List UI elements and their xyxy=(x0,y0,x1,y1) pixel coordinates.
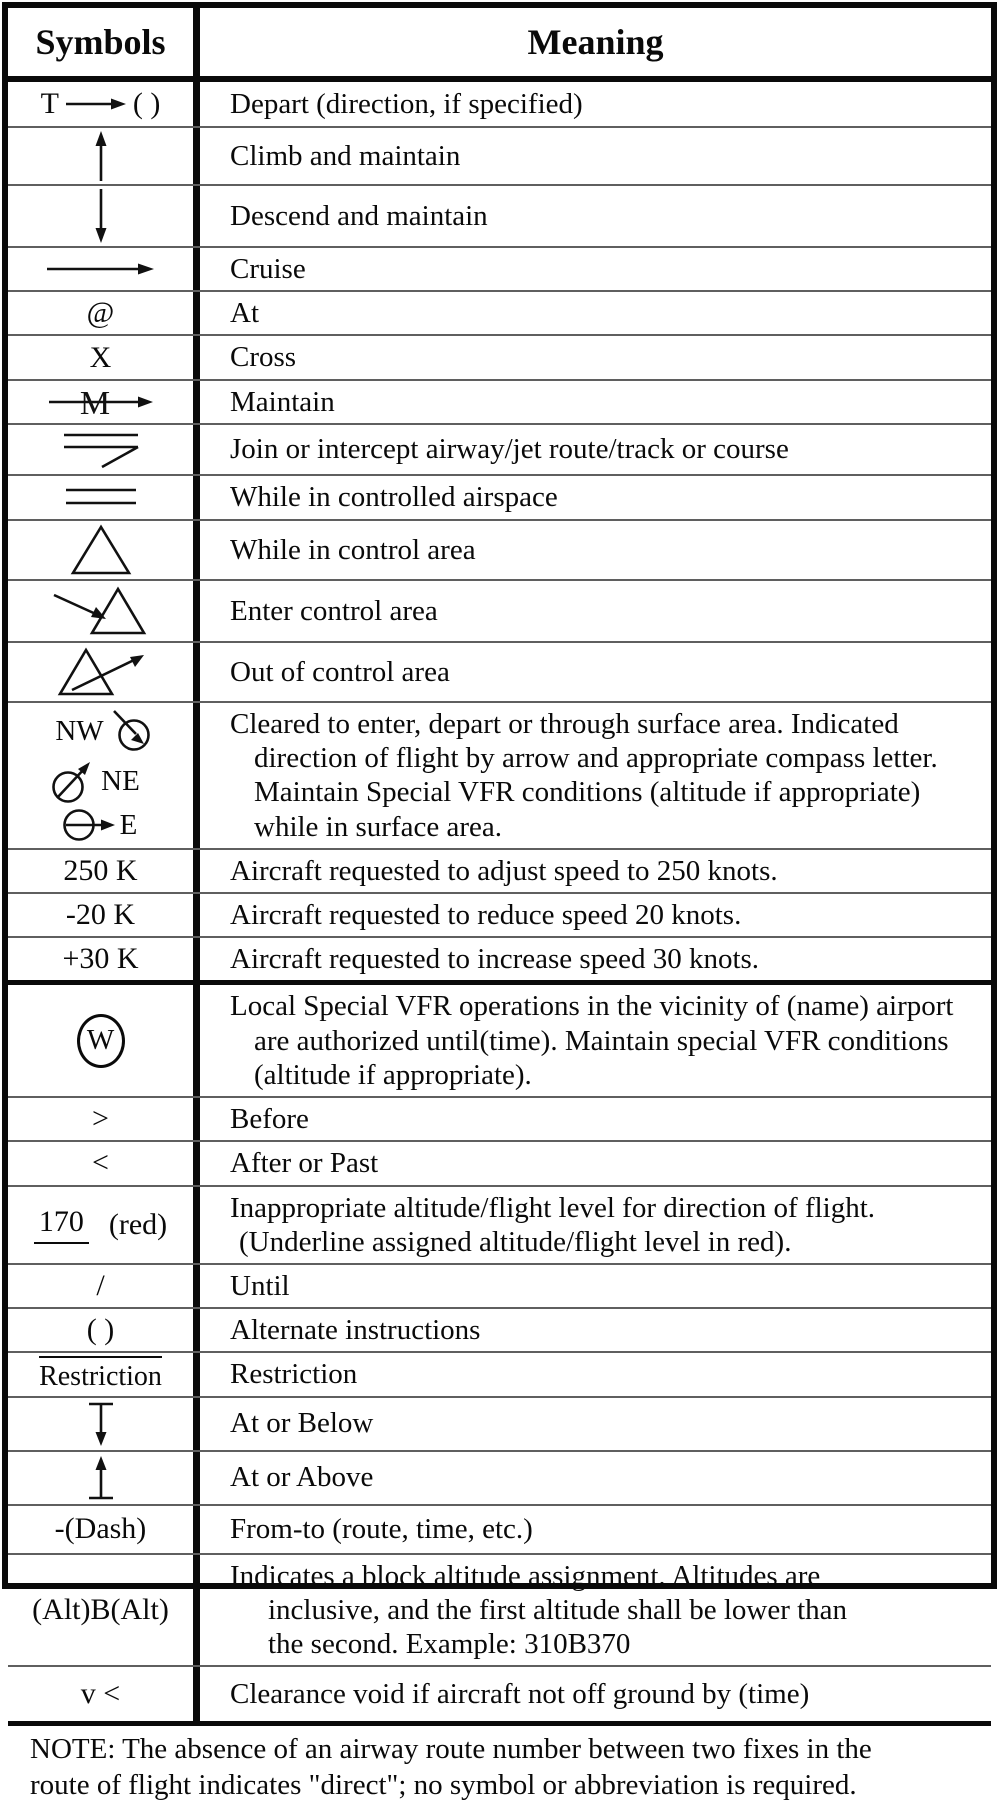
table-row-cross xyxy=(8,336,991,380)
altitude-value: 170 xyxy=(34,1205,89,1244)
meaning-text: Depart (direction, if specified) xyxy=(230,87,583,120)
symbols-meaning-table xyxy=(2,2,997,1801)
symbol-cell xyxy=(8,581,200,641)
table-row-alternate-instructions xyxy=(8,1309,991,1353)
speed-reduce-symbol: -20 K xyxy=(8,894,200,936)
table-row-join-intercept xyxy=(8,425,991,476)
meaning-line: are authorized until(time). Maintain special VFR conditions xyxy=(254,1024,949,1057)
table-row-at-or-above xyxy=(8,1452,991,1506)
table-row-cruise xyxy=(8,248,991,292)
meaning-text: Alternate instructions xyxy=(230,1314,481,1347)
meaning-cell xyxy=(200,1398,991,1450)
table-row-clearance-void xyxy=(8,1667,991,1726)
meaning-text: From-to (route, time, etc.) xyxy=(230,1512,533,1545)
dash-symbol: -(Dash) xyxy=(8,1506,200,1553)
meaning-text: Aircraft requested to increase speed 30 knots. xyxy=(230,943,760,976)
table-row-after-or-past xyxy=(8,1142,991,1186)
note-line: route of flight indicates "direct"; no symbol or abbreviation is required. xyxy=(30,1768,857,1801)
symbol-cell xyxy=(8,1353,200,1395)
at-or-below-icon xyxy=(82,1400,120,1448)
meaning-cell xyxy=(200,1667,991,1721)
meaning-text: Cross xyxy=(230,341,297,374)
meaning-text: Cruise xyxy=(230,253,306,285)
maintain-arrow-icon xyxy=(47,384,155,420)
meaning-text: At or Below xyxy=(230,1407,374,1440)
meaning-line: Cleared to enter, depart or through surface area. Indicated xyxy=(230,707,899,740)
meaning-cell xyxy=(200,292,991,334)
symbol-cell xyxy=(8,521,200,579)
compass-e xyxy=(60,806,138,844)
alternate-symbol: ( ) xyxy=(8,1309,200,1351)
table-row-maintain xyxy=(8,381,991,425)
symbol-cell xyxy=(8,1187,200,1263)
table-row-inappropriate-altitude xyxy=(8,1187,991,1265)
compass-nw xyxy=(55,706,155,756)
maintain-letter: M xyxy=(79,384,110,422)
meaning-text: After or Past xyxy=(230,1147,379,1180)
table-row-until xyxy=(8,1265,991,1309)
cruise-arrow-icon xyxy=(46,260,156,278)
meaning-line: (Underline assigned altitude/flight level in red). xyxy=(239,1225,792,1258)
symbol-cell xyxy=(8,381,200,423)
descend-down-arrow-icon xyxy=(90,188,112,244)
table-row-block-altitude xyxy=(8,1555,991,1668)
table-row-enter-control-area xyxy=(8,581,991,643)
table-row-out-of-control-area xyxy=(8,643,991,703)
meaning-cell xyxy=(200,1187,991,1263)
meaning-cell xyxy=(200,1265,991,1307)
table-row-controlled-airspace xyxy=(8,476,991,521)
meaning-text: While in control area xyxy=(230,533,476,566)
speed-adjust-symbol: 250 K xyxy=(8,850,200,892)
meaning-cell xyxy=(200,850,991,892)
meaning-cell xyxy=(200,1142,991,1184)
meaning-text: While in controlled airspace xyxy=(230,481,558,514)
symbol-cell xyxy=(8,476,200,519)
meaning-cell xyxy=(200,1555,991,1666)
meaning-cell xyxy=(200,643,991,701)
symbol-cell xyxy=(8,425,200,474)
depart-letter: T xyxy=(40,87,59,120)
meaning-line: while in surface area. xyxy=(254,810,502,843)
symbol-cell xyxy=(8,1452,200,1504)
until-symbol: / xyxy=(8,1265,200,1307)
compass-symbols xyxy=(45,706,155,844)
symbol-cell xyxy=(8,248,200,290)
meaning-cell xyxy=(200,248,991,290)
meaning-text: At xyxy=(230,297,259,330)
after-symbol: < xyxy=(8,1142,200,1184)
meaning-text: Aircraft requested to reduce speed 20 knots. xyxy=(230,898,742,931)
at-or-above-icon xyxy=(82,1454,120,1502)
join-intercept-icon xyxy=(56,428,146,470)
meaning-cell xyxy=(200,336,991,378)
meaning-column-header: Meaning xyxy=(527,21,664,62)
symbol-cell xyxy=(8,1398,200,1450)
table-row-restriction xyxy=(8,1353,991,1397)
meaning-text: Maintain xyxy=(230,385,335,418)
compass-nw-label: NW xyxy=(55,714,104,747)
table-row-before xyxy=(8,1098,991,1142)
meaning-text: Restriction xyxy=(230,1358,358,1391)
meaning-line: direction of flight by arrow and appropriate compass letter. xyxy=(254,742,938,775)
meaning-cell xyxy=(200,476,991,519)
meaning-text: Descend and maintain xyxy=(230,199,488,232)
symbols-column-header: Symbols xyxy=(8,8,200,76)
out-of-control-area-icon xyxy=(46,645,156,699)
meaning-cell xyxy=(200,186,991,246)
meaning-line: the second. Example: 310B370 xyxy=(268,1628,631,1661)
meaning-cell xyxy=(200,425,991,474)
special-vfr-w-icon xyxy=(77,1014,125,1068)
meaning-text: Until xyxy=(230,1269,290,1302)
meaning-cell xyxy=(200,1506,991,1553)
meaning-line: inclusive, and the first altitude shall be lower than xyxy=(268,1593,848,1626)
compass-circle-se-icon xyxy=(106,706,156,756)
w-letter: W xyxy=(86,1024,115,1057)
meaning-line: Maintain Special VFR conditions (altitude if appropriate) xyxy=(254,776,921,809)
symbol-cell xyxy=(8,703,200,848)
table-row-speed-increase xyxy=(8,938,991,985)
symbol-cell xyxy=(8,985,200,1096)
compass-e-label: E xyxy=(119,808,138,841)
meaning-cell xyxy=(200,581,991,641)
depart-symbol xyxy=(41,87,161,121)
table-row-speed-adjust xyxy=(8,850,991,894)
meaning-text: Join or intercept airway/jet route/track or course xyxy=(230,433,789,466)
compass-ne-label: NE xyxy=(101,764,140,797)
depart-parens: ( ) xyxy=(132,87,161,120)
meaning-line: Indicates a block altitude assignment. Altitudes are xyxy=(230,1559,821,1592)
table-row-from-to xyxy=(8,1506,991,1555)
symbol-cell xyxy=(8,643,200,701)
table-row-speed-reduce xyxy=(8,894,991,938)
underlined-altitude-symbol xyxy=(34,1205,167,1244)
at-symbol: @ xyxy=(8,292,200,334)
red-note: (red) xyxy=(108,1207,168,1241)
meaning-cell xyxy=(200,1452,991,1504)
meaning-text: Climb and maintain xyxy=(230,139,461,172)
meaning-cell xyxy=(200,128,991,184)
meaning-text: Enter control area xyxy=(230,594,438,627)
symbol-cell xyxy=(8,128,200,184)
meaning-text: Out of control area xyxy=(230,655,450,688)
meaning-cell xyxy=(200,381,991,423)
table-row-control-area xyxy=(8,521,991,581)
note-text xyxy=(8,1726,991,1811)
controlled-airspace-icon xyxy=(60,486,142,508)
control-area-triangle-icon xyxy=(64,523,138,577)
table-row-local-special-vfr xyxy=(8,985,991,1098)
meaning-text: Aircraft requested to adjust speed to 250 knots. xyxy=(230,854,778,887)
compass-circle-ne-icon xyxy=(47,756,99,806)
meaning-text: At or Above xyxy=(230,1461,374,1494)
cross-symbol: X xyxy=(8,336,200,378)
table-note-row xyxy=(8,1726,991,1811)
climb-up-arrow-icon xyxy=(90,130,112,182)
table-row-depart xyxy=(8,82,991,128)
meaning-line: Inappropriate altitude/flight level for direction of flight. xyxy=(230,1191,876,1224)
meaning-cell xyxy=(200,938,991,980)
before-symbol: > xyxy=(8,1098,200,1140)
meaning-line: Local Special VFR operations in the vicinity of (name) airport xyxy=(230,990,954,1023)
meaning-cell xyxy=(200,985,991,1096)
table-row-descend xyxy=(8,186,991,248)
symbol-cell xyxy=(8,82,200,126)
right-arrow-icon xyxy=(65,95,127,113)
speed-increase-symbol: +30 K xyxy=(8,938,200,980)
void-symbol: v < xyxy=(8,1667,200,1721)
meaning-line: (altitude if appropriate). xyxy=(254,1058,532,1091)
symbol-cell xyxy=(8,186,200,246)
table-row-at xyxy=(8,292,991,336)
table-row-at-or-below xyxy=(8,1398,991,1452)
meaning-cell xyxy=(200,521,991,579)
meaning-text: Before xyxy=(230,1103,309,1136)
compass-ne xyxy=(47,756,140,806)
meaning-cell xyxy=(200,894,991,936)
table-header-row xyxy=(8,8,991,82)
meaning-cell xyxy=(200,1098,991,1140)
table-row-surface-area xyxy=(8,703,991,850)
compass-circle-e-icon xyxy=(60,806,118,844)
meaning-cell xyxy=(200,1353,991,1395)
restriction-symbol: Restriction xyxy=(39,1356,162,1393)
block-altitude-symbol: (Alt)B(Alt) xyxy=(8,1555,200,1666)
meaning-cell xyxy=(200,703,991,848)
enter-control-area-icon xyxy=(46,583,156,639)
meaning-cell xyxy=(200,1309,991,1351)
meaning-text: Clearance void if aircraft not off ground by (time) xyxy=(230,1678,810,1711)
table-row-climb xyxy=(8,128,991,186)
note-line: NOTE: The absence of an airway route number between two fixes in the xyxy=(30,1733,872,1766)
meaning-cell xyxy=(200,82,991,126)
